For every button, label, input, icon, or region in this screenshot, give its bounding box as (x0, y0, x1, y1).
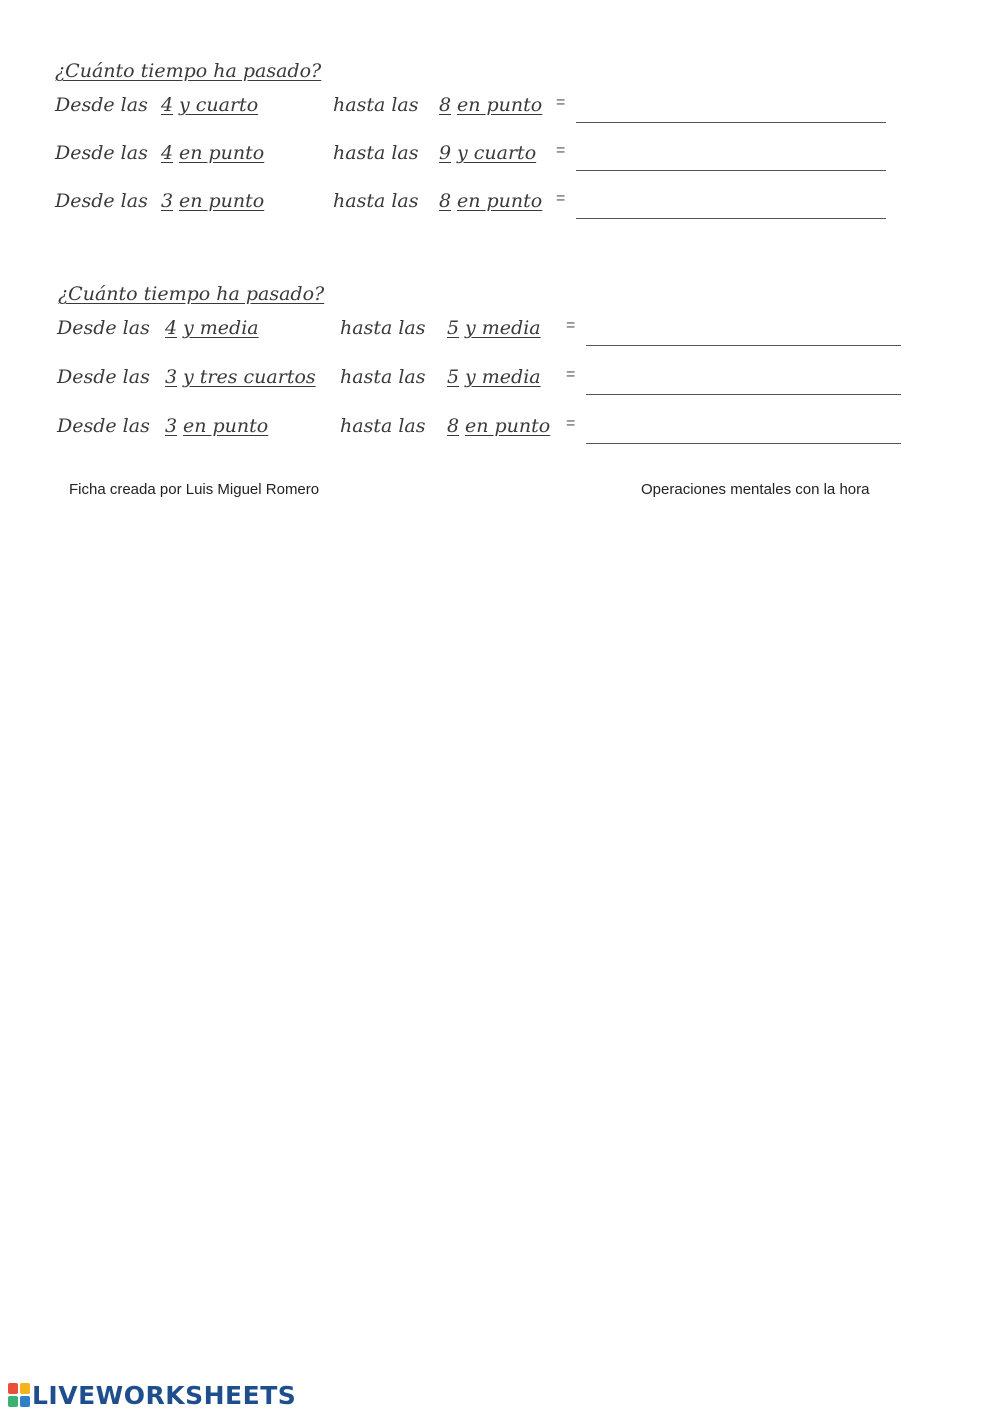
to-hour: 8 (439, 190, 452, 212)
logo-block (20, 1396, 30, 1407)
hasta-label: hasta las (340, 415, 426, 437)
from-hour: 4 (161, 142, 174, 164)
hasta-label: hasta las (340, 366, 426, 388)
from-hour: 3 (161, 190, 174, 212)
section-title: ¿Cuánto tiempo ha pasado? (55, 60, 322, 82)
liveworksheets-logo (8, 1380, 296, 1410)
from-hour: 3 (165, 366, 178, 388)
from-hour: 4 (165, 317, 178, 339)
answer-line[interactable] (586, 443, 901, 444)
exercise-row (0, 94, 1000, 124)
answer-line[interactable] (576, 122, 886, 123)
from-part: y media (183, 317, 259, 339)
answer-line[interactable] (576, 218, 886, 219)
logo-block (20, 1383, 30, 1394)
to-hour: 5 (447, 366, 460, 388)
to-part: y cuarto (457, 142, 537, 164)
to-part: en punto (457, 190, 543, 212)
answer-line[interactable] (586, 345, 901, 346)
exercise-row (0, 142, 1000, 172)
equals-sign: = (566, 317, 576, 334)
logo-blocks-icon (8, 1383, 30, 1407)
equals-sign: = (556, 142, 566, 159)
exercise-row (0, 415, 1000, 445)
from-part: en punto (183, 415, 269, 437)
desde-label: Desde las (57, 317, 150, 339)
from-hour: 3 (165, 415, 178, 437)
logo-block (8, 1383, 18, 1394)
from-part: en punto (179, 142, 265, 164)
hasta-label: hasta las (340, 317, 426, 339)
from-hour: 4 (161, 94, 174, 116)
to-part: en punto (457, 94, 543, 116)
footer-subject: Operaciones mentales con la hora (641, 481, 870, 498)
from-part: y cuarto (179, 94, 259, 116)
equals-sign: = (566, 415, 576, 432)
desde-label: Desde las (55, 94, 148, 116)
from-part: en punto (179, 190, 265, 212)
to-hour: 8 (447, 415, 460, 437)
desde-label: Desde las (55, 190, 148, 212)
to-hour: 8 (439, 94, 452, 116)
footer-author: Ficha creada por Luis Miguel Romero (69, 481, 320, 498)
exercise-row (0, 190, 1000, 220)
desde-label: Desde las (57, 366, 150, 388)
to-part: en punto (465, 415, 551, 437)
hasta-label: hasta las (333, 190, 419, 212)
answer-line[interactable] (586, 394, 901, 395)
to-part: y media (465, 366, 541, 388)
equals-sign: = (556, 94, 566, 111)
section-title: ¿Cuánto tiempo ha pasado? (58, 283, 325, 305)
from-part: y tres cuartos (183, 366, 316, 388)
equals-sign: = (556, 190, 566, 207)
desde-label: Desde las (57, 415, 150, 437)
hasta-label: hasta las (333, 142, 419, 164)
to-hour: 5 (447, 317, 460, 339)
exercise-row (0, 317, 1000, 347)
logo-block (8, 1396, 18, 1407)
hasta-label: hasta las (333, 94, 419, 116)
logo-text: LIVEWORKSHEETS (32, 1380, 297, 1410)
to-hour: 9 (439, 142, 452, 164)
equals-sign: = (566, 366, 576, 383)
answer-line[interactable] (576, 170, 886, 171)
exercise-row (0, 366, 1000, 396)
desde-label: Desde las (55, 142, 148, 164)
to-part: y media (465, 317, 541, 339)
